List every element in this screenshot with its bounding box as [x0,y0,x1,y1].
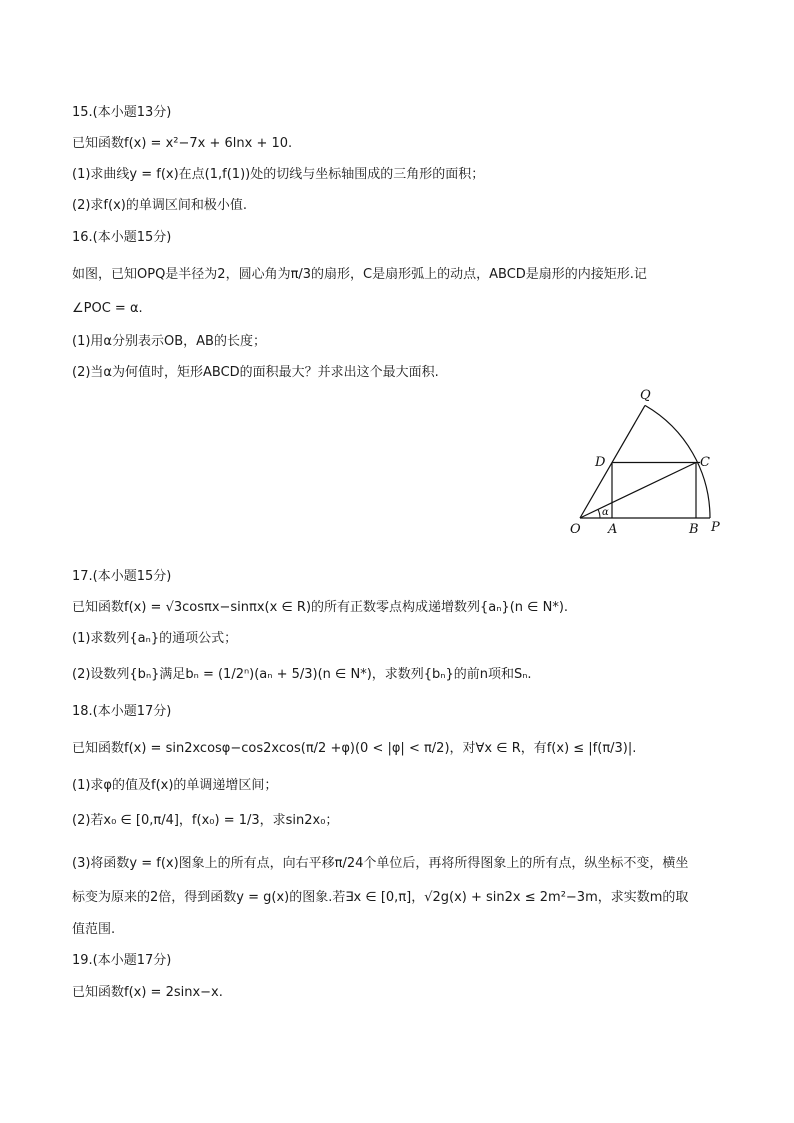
q15-header: 15.(本小题13分) [72,105,172,120]
segment-oc [580,463,696,519]
q16-header: 16.(本小题15分) [72,230,172,245]
label-p: P [711,520,720,535]
q15-part1: (1)求曲线y = f(x)在点(1,f(1))处的切线与坐标轴围成的三角形的面积； [72,167,485,182]
sector-figure [562,382,732,542]
q16-part2: (2)当α为何值时，矩形ABCD的面积最大？并求出这个最大面积. [72,365,439,380]
q18-part1: (1)求φ的值及f(x)的单调递增区间； [72,778,278,793]
q18-part3-line1: (3)将函数y = f(x)图象上的所有点，向右平移π/24个单位后，再将所得图象上的所有点，纵坐标不变，横坐 [72,856,689,871]
q16-stem-line1: 如图，已知OPQ是半径为2，圆心角为π/3的扇形，C是扇形弧上的动点，ABCD是扇形的内接矩形.记 [72,267,647,282]
angle-alpha-arc [598,509,600,518]
q17-part2: (2)设数列{bₙ}满足bₙ = (1/2ⁿ)(aₙ + 5/3)(n ∈ N*)，求数列{bₙ}的前n项和Sₙ. [72,667,532,682]
label-c: C [700,455,710,470]
label-alpha: α [602,507,609,518]
label-a: A [608,522,618,537]
q18-header: 18.(本小题17分) [72,704,172,719]
q16-stem-line2: ∠POC = α. [72,301,143,316]
label-d: D [595,455,606,470]
q17-stem: 已知函数f(x) = √3cosπx−sinπx(x ∈ R)的所有正数零点构成递增数列{aₙ}(n ∈ N*). [72,600,569,615]
label-b: B [689,522,699,537]
q15-stem: 已知函数f(x) = x²−7x + 6lnx + 10. [72,136,293,151]
q16-part1: (1)用α分别表示OB，AB的长度； [72,334,266,349]
q18-part3-line2: 标变为原来的2倍，得到函数y = g(x)的图象.若∃x ∈ [0,π]，√2g(x) + sin2x ≤ 2m²−3m，求实数m的取 [72,890,689,905]
q15-part2: (2)求f(x)的单调区间和极小值. [72,198,247,213]
label-o: O [570,522,581,537]
q18-part3-line3: 值范围. [72,922,116,937]
q19-stem: 已知函数f(x) = 2sinx−x. [72,985,223,1000]
q17-part1: (1)求数列{aₙ}的通项公式； [72,631,238,646]
q19-header: 19.(本小题17分) [72,953,172,968]
label-q: Q [640,388,651,403]
q18-part2: (2)若x₀ ∈ [0,π/4]，f(x₀) = 1/3，求sin2x₀； [72,813,339,828]
q18-stem: 已知函数f(x) = sin2xcosφ−cos2xcos(π/2 +φ)(0 < |φ| < π/2)，对∀x ∈ R，有f(x) ≤ |f(π/3)|. [72,741,637,756]
q17-header: 17.(本小题15分) [72,569,172,584]
